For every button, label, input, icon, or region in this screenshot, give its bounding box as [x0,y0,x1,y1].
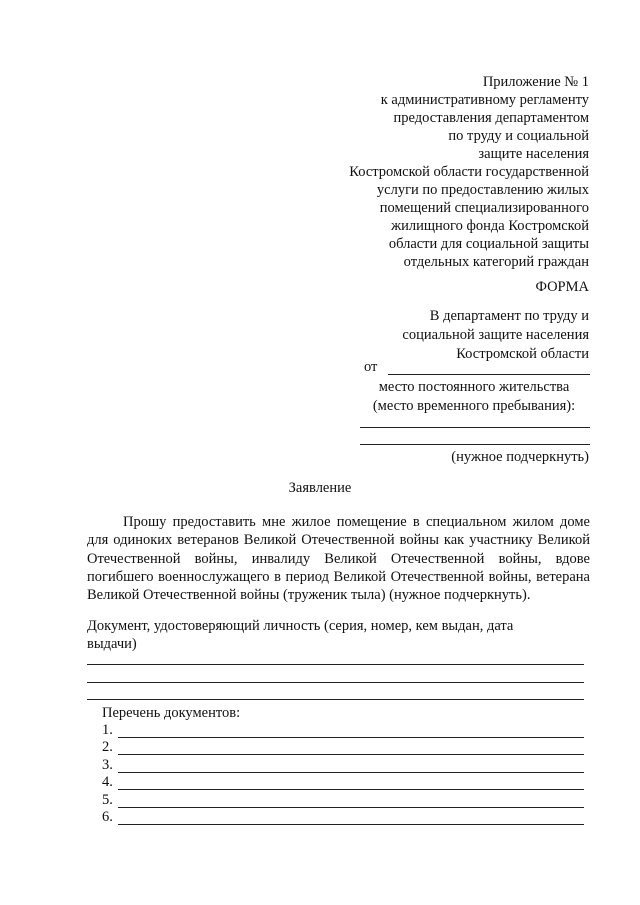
document-item-blank[interactable] [118,737,584,738]
document-item[interactable] [102,792,584,809]
id-document-blank-2[interactable] [87,682,584,683]
documents-list [102,704,584,826]
appendix-line: предоставления департаментом [393,110,589,126]
addressee-line: В департамент по труду и [429,308,589,324]
appendix-line: области для социальной защиты [388,236,589,252]
application-paragraph: Прошу предоставить мне жилое помещение в специальном жилом доме для одиноких ветеранов Великой Отечественной войны как участнику Великой Отечественной войны, инвалиду Великой Отечественной войны, вдове погибшего военнослужащего в период Великой Отечественной войны, ветерана Великой Отечественной войны (труженик тыла) (нужное подчеркнуть). [87,514,590,604]
document-item-blank[interactable] [118,789,584,790]
residence-blank-2[interactable] [360,444,590,445]
appendix-line: по труду и социальной [448,128,589,144]
appendix-line: защите населения [478,146,589,162]
form-label: ФОРМА [535,279,589,295]
residence-line: место постоянного жительства [378,379,570,395]
document-item-blank[interactable] [118,754,584,755]
document-item[interactable] [102,722,584,739]
underline-note: (нужное подчеркнуть) [451,449,589,465]
addressee-line: социальной защите населения [402,327,589,343]
appendix-header [249,73,589,271]
document-item[interactable] [102,809,584,826]
document-item[interactable] [102,757,584,774]
id-document-line: Документ, удостоверяющий личность (серия, номер, кем выдан, дата [87,618,514,634]
applicant-name-field[interactable] [364,357,590,377]
appendix-line: к административному регламенту [380,92,589,108]
appendix-line: отдельных категорий граждан [403,254,589,270]
from-label: от [364,359,378,375]
addressee-block [329,307,589,364]
document-item-number: 3. [102,756,113,773]
appendix-line: жилищного фонда Костромской [391,218,589,234]
document-item-number: 6. [102,808,113,825]
appendix-line: услуги по предоставлению жилых [376,182,589,198]
residence-blank-1[interactable] [360,427,590,428]
id-document-blank-3[interactable] [87,699,584,700]
document-item-number: 5. [102,791,113,808]
appendix-line: Приложение № 1 [482,74,589,90]
document-title: Заявление [288,480,352,496]
applicant-name-blank[interactable] [388,374,590,375]
residence-caption [359,378,589,416]
document-item[interactable] [102,774,584,791]
id-document-blank-1[interactable] [87,664,584,665]
document-item-blank[interactable] [118,824,584,825]
documents-list-title: Перечень документов: [102,705,241,721]
appendix-line: помещений специализированного [379,200,589,216]
document-item-number: 2. [102,739,113,756]
document-item-blank[interactable] [118,772,584,773]
application-body [87,513,590,604]
addressee-line: Костромской области [456,346,589,362]
document-item-number: 4. [102,774,113,791]
document-item[interactable] [102,739,584,756]
id-document-caption [87,617,587,654]
residence-line: (место временного пребывания): [372,398,576,414]
appendix-line: Костромской области государственной [349,164,589,180]
id-document-line: выдачи) [87,636,137,653]
document-item-blank[interactable] [118,807,584,808]
document-item-number: 1. [102,722,113,738]
